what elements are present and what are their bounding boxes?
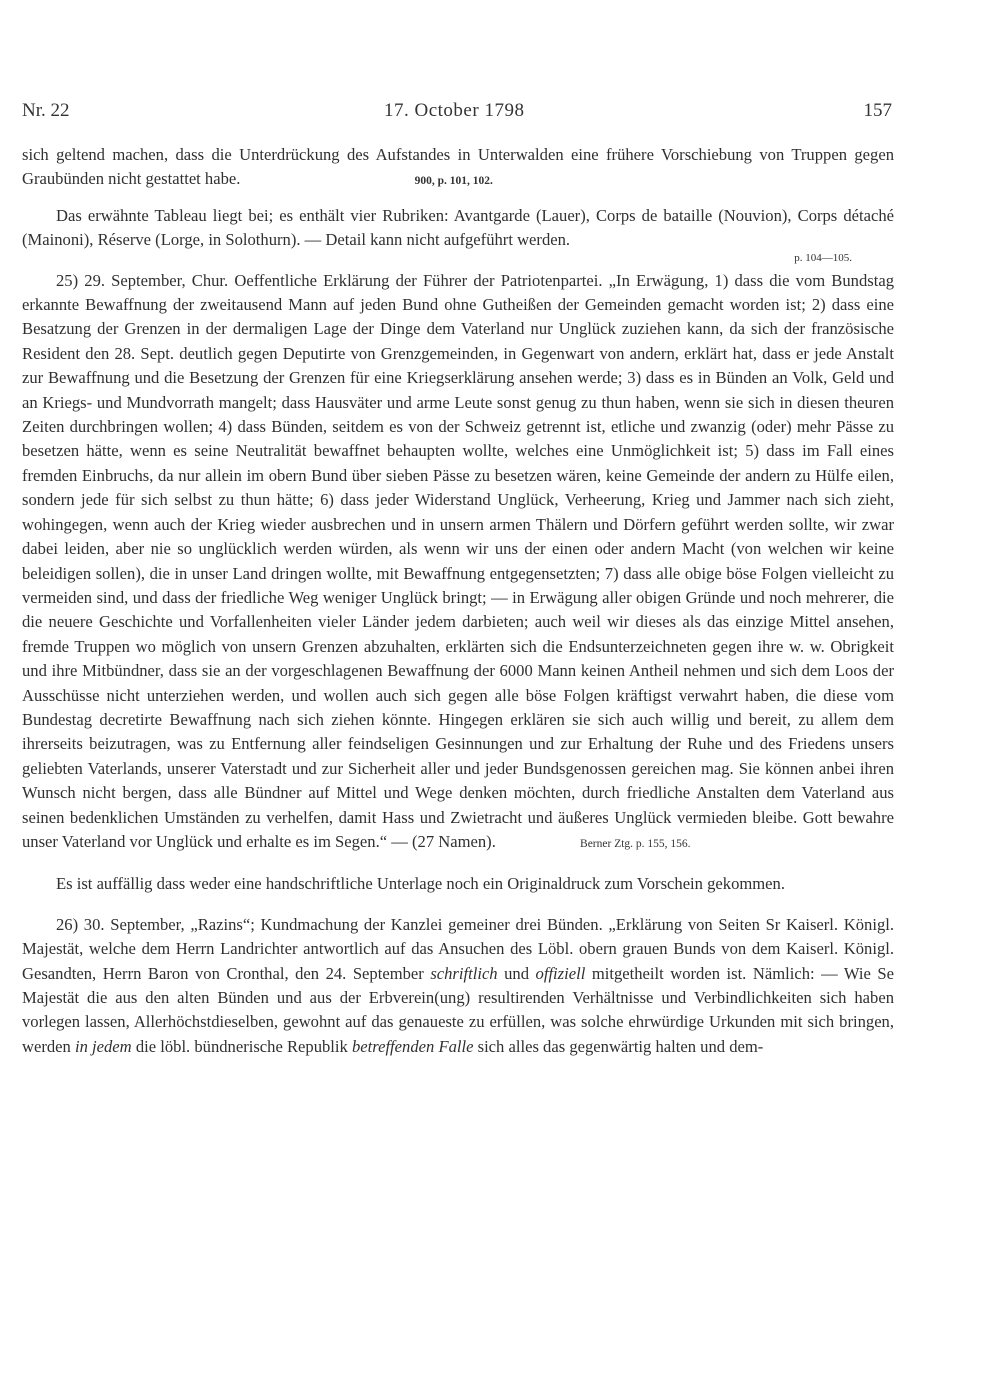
paragraph-5-text-e: sich alles das gegenwärtig halten und dem- (473, 1036, 764, 1056)
paragraph-4 (22, 872, 894, 896)
paragraph-1 (22, 143, 894, 194)
paragraph-5-italic-4: betreffenden Falle (351, 1036, 474, 1056)
document-body (22, 143, 894, 1059)
paragraph-5-text-a: 26) 30. September, „Razins“; Kundmachung der Kanzlei gemeiner drei Bünden. „Erklärung von Seiten Sr Kaiserl. Königl. Majestät, welche dem Herrn Landrichter antwortlich auf das Ansuchen des Löbl. obern grauen Bunds von dem Kaiserl. Königl. Gesandten, Herrn Baron von Cronthal, den 24. September (22, 914, 894, 983)
document-number: Nr. 22 (22, 100, 70, 121)
paragraph-3-reference: Berner Ztg. p. 155, 156. (580, 837, 691, 850)
paragraph-3-text: 25) 29. September, Chur. Oeffentliche Erklärung der Führer der Patriotenpartei. „In Erwägung, 1) dass die vom Bundstag erkannte Bewaffnung der zweitausend Mann auf jeden Bund ohne Gutheißen der Gemeinden gemacht worden ist; 2) dass eine Besatzung der Grenzen in der dermaligen Lage der Dinge dem Vaterland nur Unglück zuziehen kann, da sich der französische Resident den 28. Sept. deutlich gegen Deputirte von Grenzgemeinden, in Gegenwart von andern, erklärt hat, dass er jede Anstalt zur Bewaffnung und die Besetzung der Grenzen für eine Kriegserklärung ansehen werde; 3) dass es in Bünden an Volk, Geld und an Kriegs- und Mundvorrath mangelt; dass Hausväter und arme Leute sonst genug zu thun haben, wenn sie sich in diesen theuren Zeiten durchbringen wollen; 4) dass Bünden, seitdem es von der Schweiz getrennt ist, etliche und zwanzig (oder) mehr Pässe zu besetzen hätte, wenn es seine Neutralität bewaffnet behaupten wollte, welches eine Unmöglichkeit ist; 5) dass im Fall eines fremden Einbruchs, da nur allein im obern Bund über sieben Pässe zu besetzen wären, keine Gemeinde der andern zu Hülfe eilen, sondern jede für sich selbst zu thun hätte; 6) dass jeder Widerstand Unglück, Verheerung, Krieg und Jammer nach sich zieht, wohingegen, wenn auch der Krieg wieder ausbrechen und in unsern armen Thälern und Dörfern geführt werden sollte, wir zwar dabei leiden, aber nie so unglücklich werden würden, als wenn wir uns der einen oder andern Macht (von welchen wir keine beleidigen sollen), die in unser Land dringen wollte, mit Bewaffnung entgegensetzten; 7) dass alle obige böse Folgen vielleicht zu vermeiden sind, und dass der friedliche Weg weniger Unglück bringt; — in Erwägung aller obigen Gründe und noch mehrerer, die die neuere Geschichte und Vorfallenheiten vieler Länder jedem darbieten; auch weil wir dieses als das einzige Mittel ansehen, fremde Truppen wo möglich von unsern Grenzen abzuhalten, erklärten sich die Endsunterzeichneten gegen ihre w. w. Obrigkeit und ihre Mitbündner, dass sie an der vorgeschlagenen Bewaffnung der 6000 Mann keinen Antheil nehmen und sich dem Loos der Ausschüsse nicht unterziehen werden, und wollen auch sich gegen alle böse Folgen kräftigst verwahrt haben, die diese vom Bundestag decretirte Bewaffnung nach sich ziehen könnte. Hingegen erklären sie sich auch willig und bereit, zu allem dem ihrerseits beizutragen, was zu Entfernung aller feindseligen Gesinnungen und zur Erhaltung der Ruhe und des Friedens unsers geliebten Vaterlands, unserer Vaterstadt und zur Sicherheit aller und jeder Bundsgenossen gereichen mag. Sie können anbei ihren Wunsch nicht bergen, dass alle Bündner auf Mittel und Wege denken möchten, durch friedliche Anstalten dem Vaterland aus seinen bedenklichen Umständen zu verhelfen, damit Hass und Zwietracht und äußeres Unglück vermieden bleibe. Gott bewahre unser Vaterland vor Unglück und erhalte es im Segen.“ — (27 Namen). (22, 270, 894, 851)
paragraph-2-reference: p. 104—105. (794, 251, 852, 264)
paragraph-5 (22, 913, 894, 1059)
paragraph-3 (22, 269, 894, 857)
page-number: 157 (863, 100, 892, 121)
page-header (22, 100, 892, 132)
paragraph-5-text-b: und (497, 963, 536, 983)
paragraph-4-text: Es ist auffällig dass weder eine handschriftliche Unterlage noch ein Originaldruck zum Vorschein gekommen. (56, 874, 785, 894)
paragraph-2 (22, 204, 894, 253)
paragraph-5-italic-2: offiziell (535, 963, 586, 983)
paragraph-5-text-d: die löbl. bündnerische Republik (131, 1036, 352, 1056)
paragraph-1-reference: 900, p. 101, 102. (414, 175, 493, 188)
paragraph-1-text: sich geltend machen, dass die Unterdrückung des Aufstandes in Unterwalden eine frühere Vorschiebung von Truppen gegen Graubünden nicht gestattet habe. (22, 145, 894, 189)
paragraph-5-italic-3: in jedem (74, 1036, 132, 1056)
paragraph-2-text: Das erwähnte Tableau liegt bei; es enthält vier Rubriken: Avantgarde (Lauer), Corps de bataille (Nouvion), Corps détaché (Mainoni), Réserve (Lorge, in Solothurn). — Detail kann nicht aufgeführt werden. (22, 205, 894, 250)
header-date: 17. October 1798 (384, 100, 525, 121)
paragraph-5-italic-1: schriftlich (430, 963, 498, 983)
paragraph-5-text-c: mitgetheilt worden ist. Nämlich: — Wie Se Majestät die aus den alten Bünden und aus der Erbverein(ung) resultirenden Verhältnisse und Verbindlichkeiten sich haben vorlegen lassen, Allerhöchstdieselben, gewohnt auf das genaueste zu erfüllen, was solche ehrwürdige Urkunden mit sich bringen, werden (22, 963, 894, 1056)
